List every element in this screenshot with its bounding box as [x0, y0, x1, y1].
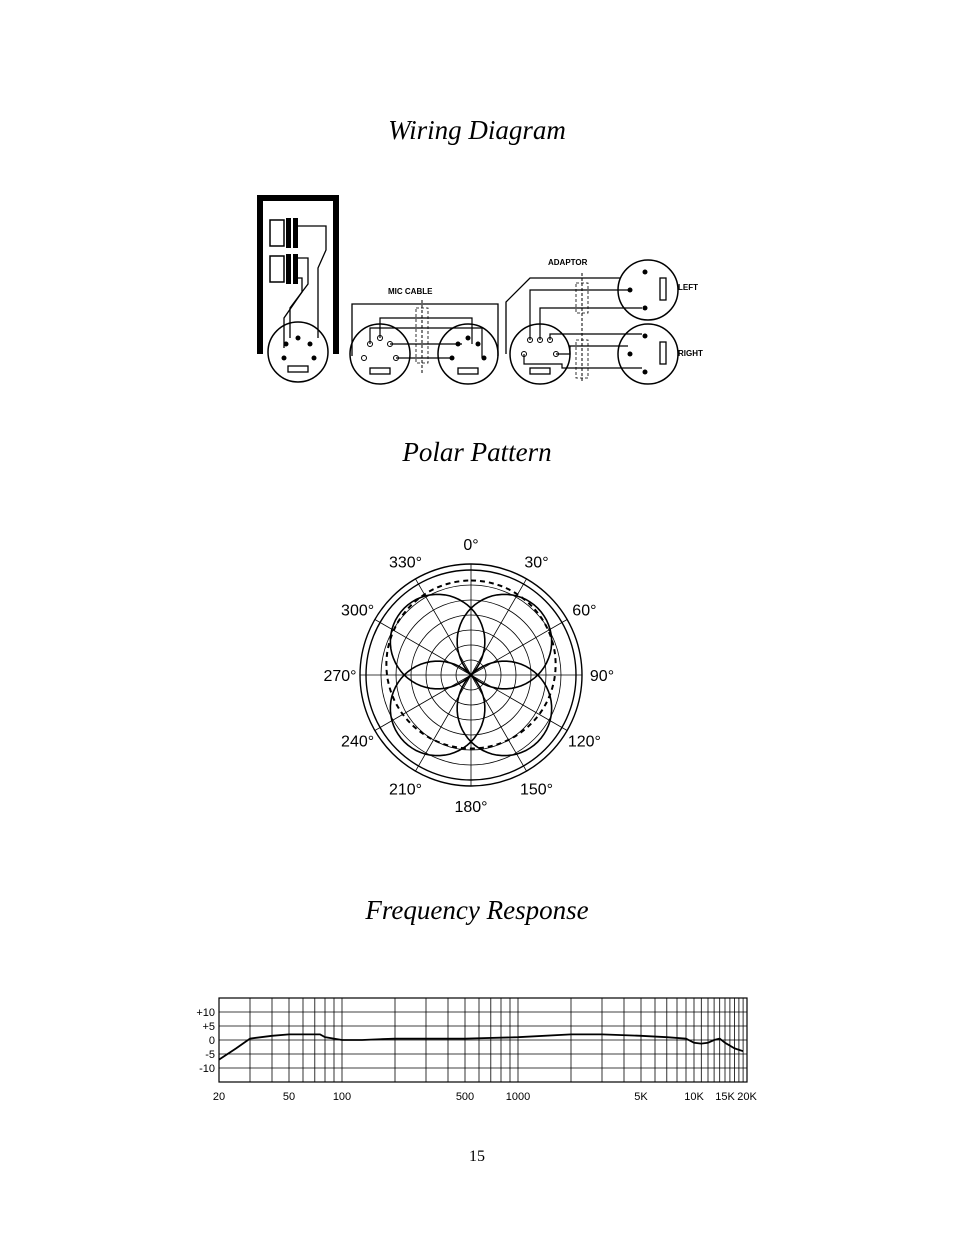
polar-angle-label: 210° — [388, 781, 423, 799]
polar-pattern-diagram — [318, 535, 638, 815]
y-tick-label: +10 — [196, 1007, 215, 1019]
x-tick-label: 10K — [684, 1091, 704, 1103]
polar-angle-label: 0° — [463, 537, 479, 554]
adaptor-label: ADAPTOR — [548, 258, 588, 267]
x-tick-label: 20 — [212, 1091, 226, 1103]
frequency-grid — [219, 998, 747, 1082]
x-tick-label: 100 — [332, 1091, 352, 1103]
polar-spoke — [471, 579, 527, 675]
right-channel-label: RIGHT — [678, 349, 703, 358]
x-tick-label: 500 — [455, 1091, 475, 1103]
polar-angle-label: 270° — [323, 668, 357, 685]
y-tick-labels — [196, 1007, 215, 1075]
polar-spoke — [416, 579, 472, 675]
response-curve — [219, 1034, 743, 1059]
polar-spoke — [471, 675, 527, 771]
wiring-diagram — [230, 168, 725, 408]
wiring-diagram-heading: Wiring Diagram — [388, 115, 566, 145]
polar-angle-label: 240° — [341, 733, 375, 751]
polar-angle-label: 60° — [572, 602, 597, 620]
x-tick-label: 1000 — [505, 1091, 531, 1103]
y-tick-label: -10 — [199, 1063, 215, 1075]
frequency-response-chart — [185, 990, 765, 1110]
polar-angle-label: 300° — [341, 602, 375, 620]
polar-spoke — [471, 620, 567, 676]
polar-spoke — [375, 620, 471, 676]
polar-angle-label: 180° — [454, 799, 488, 815]
polar-spoke — [471, 675, 567, 731]
polar-angle-label: 90° — [589, 668, 615, 685]
xlr-connector-cable-male — [438, 324, 498, 384]
x-tick-label: 15K — [715, 1091, 735, 1103]
polar-angle-label: 120° — [567, 733, 601, 751]
x-tick-labels — [213, 1091, 758, 1103]
y-tick-label: +5 — [202, 1021, 215, 1033]
polar-angle-label: 150° — [519, 781, 554, 799]
xlr-connector-mic — [268, 322, 328, 382]
page-number: 15 — [469, 1148, 485, 1165]
transformer-icon — [270, 218, 298, 284]
left-channel-label: LEFT — [678, 283, 698, 292]
x-tick-label: 50 — [282, 1091, 296, 1103]
polar-spoke — [416, 675, 472, 771]
x-tick-label: 5K — [634, 1091, 648, 1103]
y-tick-label: -5 — [205, 1049, 215, 1061]
frequency-response-heading: Frequency Response — [365, 895, 589, 925]
y-tick-label: 0 — [208, 1035, 215, 1047]
polar-angle-label: 30° — [524, 554, 549, 572]
mic-cable-label: MIC CABLE — [388, 287, 433, 296]
xlr-connector-right — [618, 324, 678, 384]
polar-angle-label: 330° — [388, 554, 423, 572]
polar-pattern-heading: Polar Pattern — [402, 437, 552, 467]
x-tick-label: 20K — [737, 1091, 757, 1103]
